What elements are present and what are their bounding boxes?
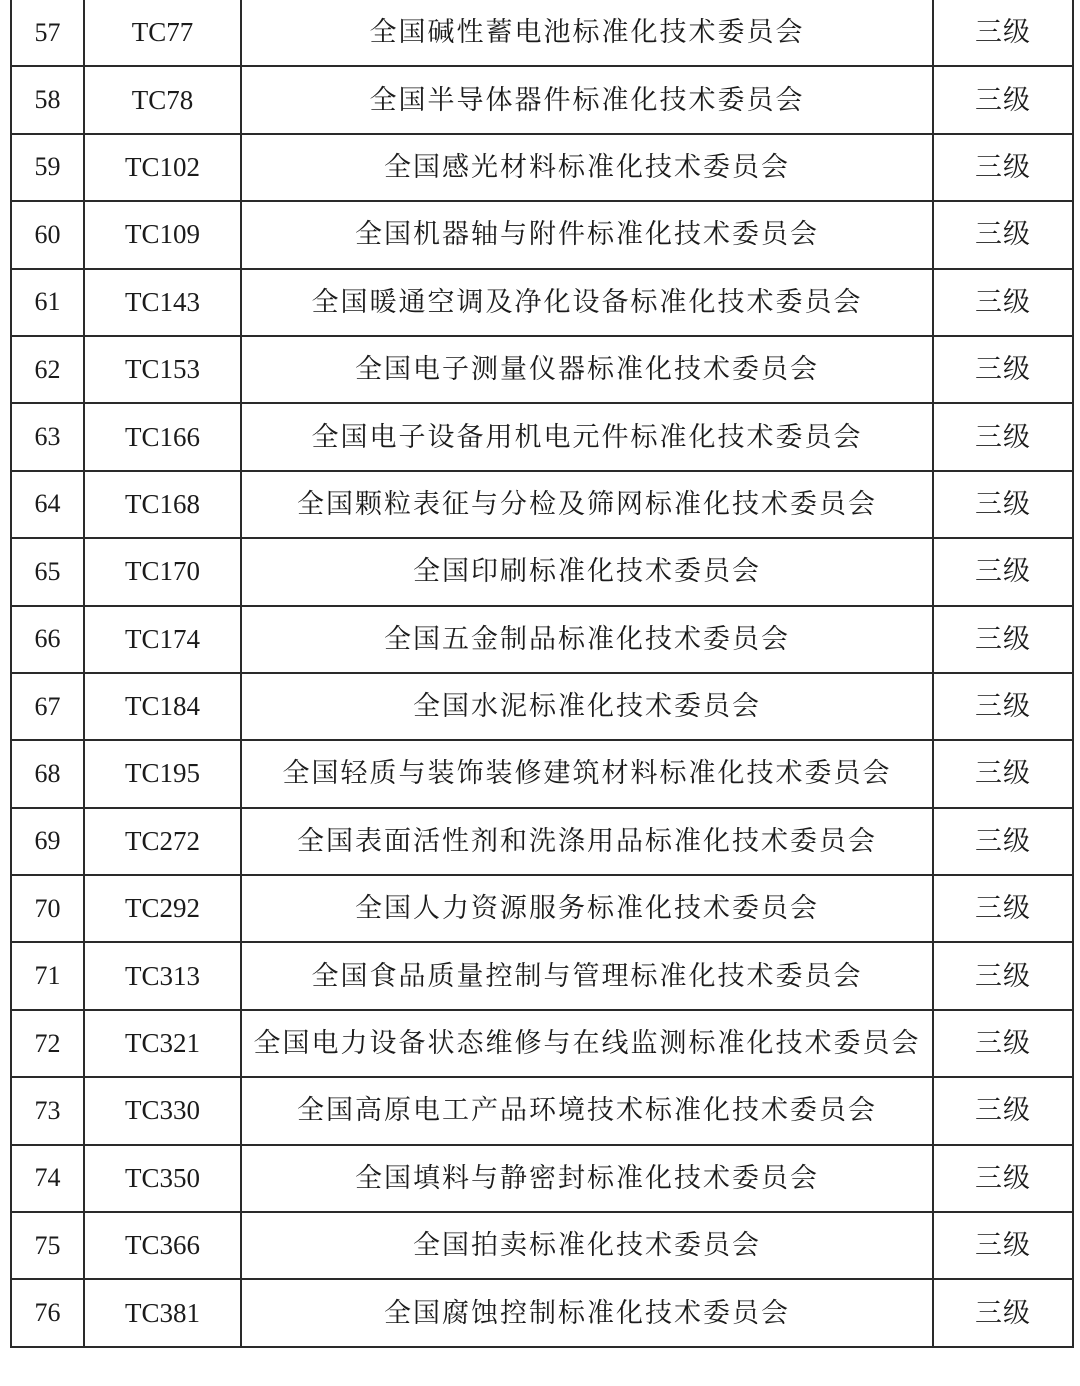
committee-name: 全国暖通空调及净化设备标准化技术委员会 <box>241 269 933 336</box>
committee-name: 全国食品质量控制与管理标准化技术委员会 <box>241 942 933 1009</box>
committee-code: TC321 <box>84 1010 241 1077</box>
table-row <box>11 875 1073 942</box>
committee-code: TC166 <box>84 403 241 470</box>
committee-code: TC195 <box>84 740 241 807</box>
table-row <box>11 1077 1073 1144</box>
committee-level: 三级 <box>933 403 1073 470</box>
committee-level: 三级 <box>933 606 1073 673</box>
committee-level: 三级 <box>933 66 1073 133</box>
committee-code: TC350 <box>84 1145 241 1212</box>
table-row <box>11 336 1073 403</box>
row-number: 72 <box>11 1010 84 1077</box>
committee-code: TC184 <box>84 673 241 740</box>
row-number: 61 <box>11 269 84 336</box>
row-number: 69 <box>11 808 84 875</box>
committee-level: 三级 <box>933 201 1073 268</box>
committee-level: 三级 <box>933 1212 1073 1279</box>
committee-code: TC272 <box>84 808 241 875</box>
table-row <box>11 673 1073 740</box>
row-number: 67 <box>11 673 84 740</box>
table-row <box>11 808 1073 875</box>
row-number: 60 <box>11 201 84 268</box>
committee-code: TC313 <box>84 942 241 1009</box>
row-number: 74 <box>11 1145 84 1212</box>
table-row <box>11 606 1073 673</box>
committee-code: TC77 <box>84 0 241 66</box>
table-row <box>11 1279 1073 1346</box>
committee-level: 三级 <box>933 471 1073 538</box>
committee-name: 全国水泥标准化技术委员会 <box>241 673 933 740</box>
row-number: 73 <box>11 1077 84 1144</box>
document-page <box>10 0 1068 1348</box>
committee-name: 全国轻质与装饰装修建筑材料标准化技术委员会 <box>241 740 933 807</box>
row-number: 70 <box>11 875 84 942</box>
committee-level: 三级 <box>933 134 1073 201</box>
row-number: 71 <box>11 942 84 1009</box>
row-number: 62 <box>11 336 84 403</box>
table-row <box>11 538 1073 605</box>
row-number: 63 <box>11 403 84 470</box>
committee-name: 全国高原电工产品环境技术标准化技术委员会 <box>241 1077 933 1144</box>
table-row <box>11 942 1073 1009</box>
committee-name: 全国印刷标准化技术委员会 <box>241 538 933 605</box>
committee-code: TC366 <box>84 1212 241 1279</box>
table-row <box>11 134 1073 201</box>
committee-name: 全国腐蚀控制标准化技术委员会 <box>241 1279 933 1346</box>
table-row <box>11 403 1073 470</box>
committee-level: 三级 <box>933 808 1073 875</box>
committee-level: 三级 <box>933 1077 1073 1144</box>
row-number: 57 <box>11 0 84 66</box>
table-row <box>11 1010 1073 1077</box>
committee-code: TC102 <box>84 134 241 201</box>
committee-name: 全国五金制品标准化技术委员会 <box>241 606 933 673</box>
table-row <box>11 1212 1073 1279</box>
table-row <box>11 1145 1073 1212</box>
committee-code: TC174 <box>84 606 241 673</box>
committee-name: 全国半导体器件标准化技术委员会 <box>241 66 933 133</box>
committee-code: TC381 <box>84 1279 241 1346</box>
committee-name: 全国颗粒表征与分检及筛网标准化技术委员会 <box>241 471 933 538</box>
committee-code: TC109 <box>84 201 241 268</box>
committee-name: 全国电子设备用机电元件标准化技术委员会 <box>241 403 933 470</box>
committee-name: 全国人力资源服务标准化技术委员会 <box>241 875 933 942</box>
row-number: 75 <box>11 1212 84 1279</box>
committee-name: 全国表面活性剂和洗涤用品标准化技术委员会 <box>241 808 933 875</box>
committee-code: TC78 <box>84 66 241 133</box>
row-number: 65 <box>11 538 84 605</box>
committee-name: 全国机器轴与附件标准化技术委员会 <box>241 201 933 268</box>
committee-name: 全国感光材料标准化技术委员会 <box>241 134 933 201</box>
row-number: 64 <box>11 471 84 538</box>
committee-level: 三级 <box>933 1010 1073 1077</box>
table-row <box>11 0 1073 66</box>
committee-code: TC330 <box>84 1077 241 1144</box>
row-number: 59 <box>11 134 84 201</box>
table-row <box>11 740 1073 807</box>
committee-level: 三级 <box>933 269 1073 336</box>
committee-level: 三级 <box>933 538 1073 605</box>
table-row <box>11 471 1073 538</box>
committee-code: TC168 <box>84 471 241 538</box>
committee-level: 三级 <box>933 0 1073 66</box>
committee-code: TC170 <box>84 538 241 605</box>
committee-level: 三级 <box>933 1145 1073 1212</box>
committee-name: 全国电力设备状态维修与在线监测标准化技术委员会 <box>241 1010 933 1077</box>
row-number: 58 <box>11 66 84 133</box>
committee-level: 三级 <box>933 875 1073 942</box>
table-row <box>11 66 1073 133</box>
committee-level: 三级 <box>933 1279 1073 1346</box>
committee-name: 全国电子测量仪器标准化技术委员会 <box>241 336 933 403</box>
committee-level: 三级 <box>933 740 1073 807</box>
committee-level: 三级 <box>933 336 1073 403</box>
row-number: 66 <box>11 606 84 673</box>
committee-name: 全国填料与静密封标准化技术委员会 <box>241 1145 933 1212</box>
committee-name: 全国拍卖标准化技术委员会 <box>241 1212 933 1279</box>
table-row <box>11 201 1073 268</box>
committee-table <box>10 0 1074 1348</box>
row-number: 68 <box>11 740 84 807</box>
committee-code: TC153 <box>84 336 241 403</box>
table-row <box>11 269 1073 336</box>
row-number: 76 <box>11 1279 84 1346</box>
committee-code: TC292 <box>84 875 241 942</box>
committee-name: 全国碱性蓄电池标准化技术委员会 <box>241 0 933 66</box>
committee-level: 三级 <box>933 942 1073 1009</box>
committee-code: TC143 <box>84 269 241 336</box>
committee-level: 三级 <box>933 673 1073 740</box>
